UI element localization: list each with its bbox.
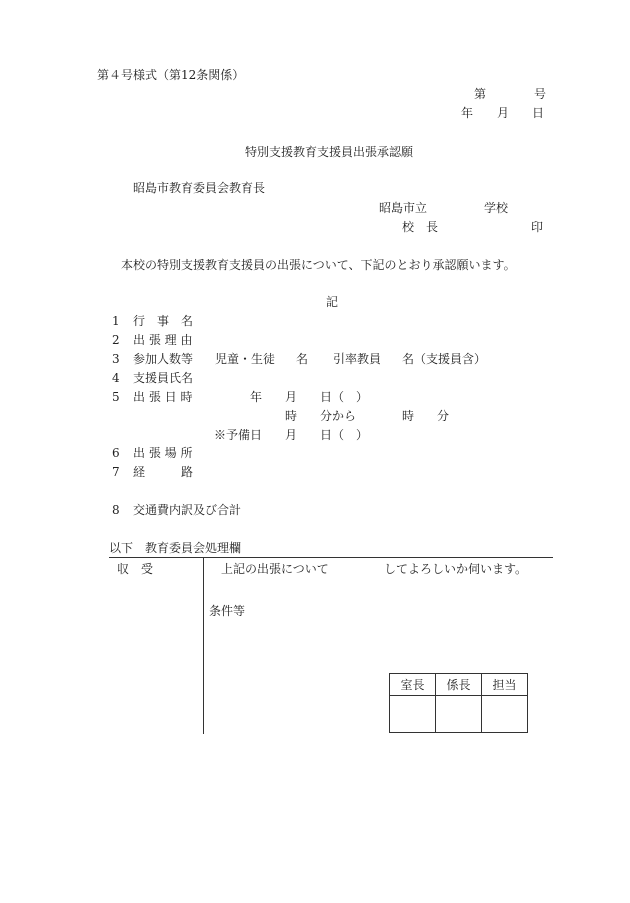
ki-heading: 記 <box>326 295 339 309</box>
office-column-divider <box>203 557 204 734</box>
office-top-rule <box>109 557 553 558</box>
school-prefix: 昭島市立 <box>379 201 428 215</box>
item-3-children: 児童・生徒 <box>215 352 276 366</box>
item-4-label: 支援員氏名 <box>133 371 194 385</box>
item-5-from: 分から <box>320 409 357 423</box>
item-3-label: 参加人数等 <box>133 352 194 366</box>
seal-mark: 印 <box>531 220 544 234</box>
item-5-day: 日（ ） <box>320 390 369 404</box>
item-5-year: 年 <box>250 390 263 404</box>
stamp-cell-section-chief <box>390 696 436 733</box>
number-dai: 第 <box>474 87 487 101</box>
stamp-header-staff: 担当 <box>482 674 528 696</box>
item-5-hour-2: 時 <box>402 409 415 423</box>
office-section-heading: 以下 教育委員会処理欄 <box>109 541 242 555</box>
item-3-unit-2: 名（支援員含） <box>402 352 487 366</box>
addressee: 昭島市教育委員会教育長 <box>133 181 266 195</box>
item-6-number: 6 <box>112 446 120 460</box>
item-3-teachers: 引率教員 <box>333 352 382 366</box>
document-title: 特別支援教育支援員出張承認願 <box>245 145 414 159</box>
received-label: 収 受 <box>117 562 154 576</box>
stamp-header-subsection-chief: 係長 <box>436 674 482 696</box>
item-5-label: 出 張 日 時 <box>133 390 193 404</box>
date-month: 月 <box>497 106 510 120</box>
item-5-reserve-date: 日（ ） <box>320 428 369 442</box>
item-7-label: 経 路 <box>133 465 194 479</box>
item-3-number: 3 <box>112 352 120 366</box>
item-5-minute-2: 分 <box>437 409 450 423</box>
stamp-cell-subsection-chief <box>436 696 482 733</box>
item-7-number: 7 <box>112 465 120 479</box>
item-8-number: 8 <box>112 503 120 517</box>
item-8-label: 交通費内訳及び合計 <box>133 503 242 517</box>
item-5-reserve-month: 月 <box>285 428 298 442</box>
approval-stamp-table <box>389 673 528 733</box>
item-5-reserve-day: ※予備日 <box>214 428 263 442</box>
stamp-cell-staff <box>482 696 528 733</box>
item-5-number: 5 <box>112 390 120 404</box>
conditions-label: 条件等 <box>209 604 246 618</box>
item-2-label: 出 張 理 由 <box>133 333 193 347</box>
intro-text: 本校の特別支援教育支援員の出張について、下記のとおり承認願います。 <box>121 258 516 272</box>
item-4-number: 4 <box>112 371 120 385</box>
item-2-number: 2 <box>112 333 120 347</box>
number-go: 号 <box>534 87 547 101</box>
item-5-month: 月 <box>285 390 298 404</box>
school-suffix: 学校 <box>484 201 509 215</box>
approval-text-b: してよろしいか伺います。 <box>384 562 528 576</box>
item-3-unit-1: 名 <box>296 352 309 366</box>
item-1-number: 1 <box>112 314 120 328</box>
approval-text-a: 上記の出張について <box>221 562 329 576</box>
stamp-header-section-chief: 室長 <box>390 674 436 696</box>
date-day: 日 <box>532 106 545 120</box>
date-year: 年 <box>461 106 474 120</box>
principal-label: 校 長 <box>402 220 439 234</box>
item-5-hour: 時 <box>285 409 298 423</box>
form-number: 第４号様式（第12条関係） <box>97 68 245 82</box>
item-1-label: 行 事 名 <box>133 314 194 328</box>
item-6-label: 出 張 場 所 <box>133 446 193 460</box>
